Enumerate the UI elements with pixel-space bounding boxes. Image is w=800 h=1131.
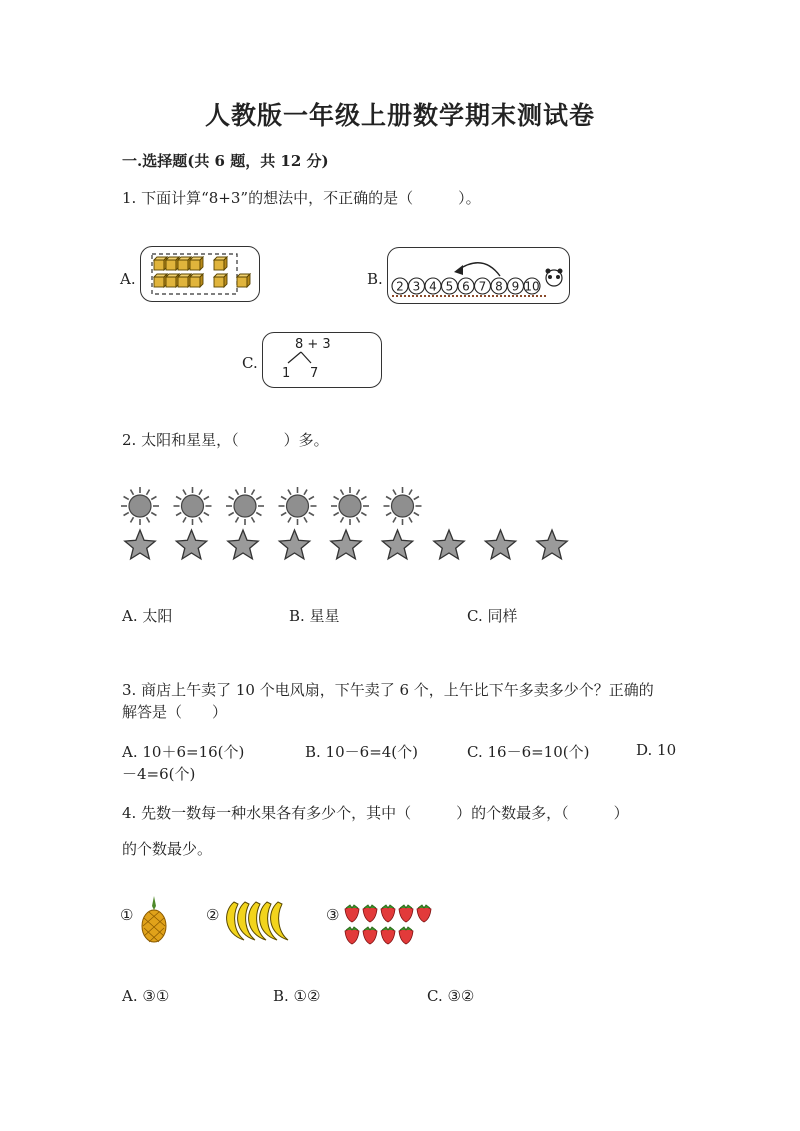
track-number: 9	[511, 279, 520, 294]
cube-icon	[154, 257, 167, 270]
cube-icon	[154, 274, 167, 287]
q2-option-b[interactable]: B. 星星	[289, 607, 340, 625]
star-icon	[176, 530, 206, 559]
section-heading: 一.选择题(共 6 题，共 12 分)	[122, 152, 329, 170]
star-icon	[537, 530, 567, 559]
strawberry-icon	[363, 905, 377, 922]
q1-option-c-picture	[262, 332, 382, 388]
sun-icon	[331, 487, 369, 525]
strawberry-icon	[399, 905, 413, 922]
question-4-line-2: 的个数最少。	[122, 840, 213, 858]
cube-icon	[190, 274, 203, 287]
arrow-back-icon	[458, 263, 500, 276]
strawberry-icon	[399, 927, 413, 944]
sun-icon	[174, 487, 212, 525]
track-number: 10	[524, 279, 540, 294]
pineapple-icon	[137, 896, 171, 946]
strawberry-icon	[363, 927, 377, 944]
suns-and-stars-illustration	[118, 484, 578, 570]
sun-icon	[384, 487, 422, 525]
sun-icon	[121, 487, 159, 525]
star-icon	[382, 530, 412, 559]
c-left-number: 1	[282, 366, 291, 381]
star-icon	[434, 530, 464, 559]
q3-option-b[interactable]: B. 10－6=4(个)	[305, 743, 419, 761]
strawberry-icon	[417, 905, 431, 922]
q4-option-c[interactable]: C. ③②	[427, 987, 475, 1005]
star-icon	[228, 530, 258, 559]
cube-icon	[214, 257, 227, 270]
strawberry-icon	[345, 927, 359, 944]
q3-option-d[interactable]: D. 10	[636, 741, 677, 759]
q3-option-a[interactable]: A. 10＋6=16(个)	[122, 743, 245, 761]
q1-option-c-label[interactable]: C.	[242, 354, 258, 372]
q1-option-b-label[interactable]: B.	[367, 270, 383, 288]
bananas-icon	[222, 898, 298, 944]
strawberries-icon	[340, 900, 432, 946]
c-right-number: 7	[310, 366, 319, 381]
q1-option-a-label[interactable]: A.	[120, 270, 136, 288]
cube-icon	[214, 274, 227, 287]
q2-option-c[interactable]: C. 同样	[467, 607, 518, 625]
question-2-text: 2. 太阳和星星，（ ）多。	[122, 431, 329, 449]
number-track-illustration	[388, 248, 569, 303]
star-icon	[485, 530, 515, 559]
cube-icon	[166, 257, 179, 270]
track-number: 6	[462, 279, 470, 294]
page-title: 人教版一年级上册数学期末测试卷	[204, 101, 595, 130]
strawberry-icon	[381, 905, 395, 922]
track-number: 5	[445, 279, 454, 294]
question-3-line-2: 解答是（ ）	[122, 703, 228, 721]
cube-icon	[166, 274, 179, 287]
q2-option-a[interactable]: A. 太阳	[122, 607, 173, 625]
question-1-text: 1. 下面计算“8+3”的想法中，不正确的是（ ）。	[122, 189, 481, 207]
star-icon	[331, 530, 361, 559]
q3-option-d-continued: －4=6(个)	[122, 765, 196, 783]
cube-icon	[178, 274, 191, 287]
q1-option-b-picture	[387, 247, 570, 304]
track-number: 8	[495, 279, 503, 294]
track-number: 2	[396, 279, 404, 294]
cube-icon	[190, 257, 203, 270]
strawberry-icon	[345, 905, 359, 922]
question-4-line-1: 4. 先数一数每一种水果各有多少个，其中（ ）的个数最多，（ ）	[122, 804, 629, 822]
track-number: 7	[478, 279, 487, 294]
sun-icon	[279, 487, 317, 525]
question-3-line-1: 3. 商店上午卖了 10 个电风扇，下午卖了 6 个，上午比下午多卖多少个？正确的	[122, 681, 654, 699]
q4-option-a[interactable]: A. ③①	[122, 987, 170, 1005]
split-diagram	[263, 333, 381, 387]
strawberry-icon	[381, 927, 395, 944]
star-icon	[279, 530, 309, 559]
fruit-3-mark: ③	[326, 906, 340, 924]
cubes-illustration	[141, 247, 259, 301]
q3-option-c[interactable]: C. 16－6=10(个)	[467, 743, 590, 761]
sun-icon	[226, 487, 264, 525]
track-number: 3	[412, 279, 421, 294]
c-top-text: 8 + 3	[295, 337, 331, 352]
q1-option-a-picture	[140, 246, 260, 302]
fruit-2-mark: ②	[206, 906, 220, 924]
track-number: 4	[429, 279, 437, 294]
cube-icon	[237, 274, 250, 287]
banana-icon	[271, 902, 288, 940]
cube-icon	[178, 257, 191, 270]
fruit-1-mark: ①	[120, 906, 134, 924]
panda-icon	[546, 269, 563, 287]
star-icon	[125, 530, 155, 559]
q4-option-b[interactable]: B. ①②	[273, 987, 321, 1005]
